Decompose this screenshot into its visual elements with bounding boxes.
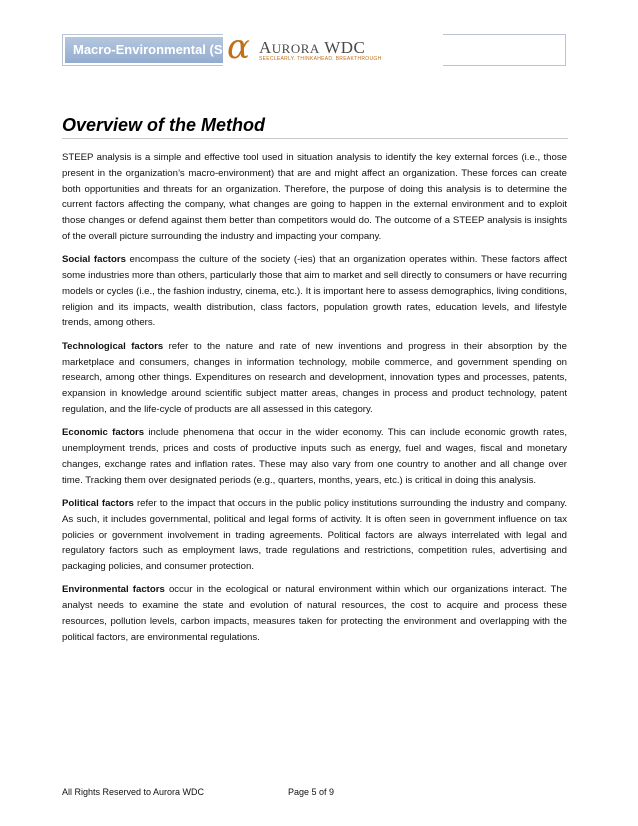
technological-factors-heading: Technological factors: [62, 340, 164, 352]
political-factors-paragraph: [62, 496, 567, 575]
footer-page-number: Page 5 of 9: [288, 787, 335, 797]
technological-factors-paragraph: [62, 339, 567, 418]
aurora-logo: [223, 27, 443, 67]
technological-factors-text: refer to the nature and rate of new inventions and progress in their absorption by the marketplace and consumers, changes in information technology, mobile commerce, and government spending on research, among other things. Expenditures on research and development, innovation types and processes, patents, expansion in knowledge around scientific subject matter areas, changes in process and product technology, patent regulation, and the life-cycle of products are all assessed in this category.: [62, 340, 567, 415]
environmental-factors-paragraph: [62, 582, 567, 645]
page-header: [62, 27, 566, 67]
economic-factors-text: include phenomena that occur in the wider economy. This can include economic growth rates, unemployment trends, prices and costs of productive inputs such as energy, fuel and wages, fiscal and monetary changes, exchange rates and inflation rates. These may also vary from one country to another and all change over time. Tracking them over designated periods (e.g., quarters, months, years, etc.) is critical in doing this analysis.: [62, 427, 567, 486]
footer-copyright: All Rights Reserved to Aurora WDC: [62, 787, 205, 797]
intro-paragraph: STEEP analysis is a simple and effective tool used in situation analysis to identify the key external forces (i.e., those present in the organization’s macro-environment) that are and might affect an organization. These forces can create both opportunities and threats for an organization. Therefore, the purpose of doing this analysis is to determine the current factors affecting the company, what changes are going to happen in the external environment and to exploit those changes or defend against them better than competitors would do. The outcome of a STEEP analysis is insights of the overall picture surrounding the industry and impacting your company.: [62, 152, 567, 242]
logo-name: AURORA WDC: [259, 38, 366, 57]
economic-factors-heading: Economic factors: [62, 427, 145, 439]
economic-factors-paragraph: [62, 425, 567, 488]
political-factors-heading: Political factors: [62, 497, 134, 509]
environmental-factors-heading: Environmental factors: [62, 584, 165, 596]
social-factors-text: encompass the culture of the society (-ies) that an organization operates within. These factors affect some industries more than others, particularly those that aim to market and sell directly to consumers or have recurring models or cycles (i.e., the fashion industry, cinema, etc.). It is important here to assess demographics, living conditions, religion and its impacts, wealth distribution, class factors, population growth rates, education levels, and lifestyle trends, among others.: [62, 254, 567, 329]
alpha-logo-icon: α: [227, 27, 250, 67]
title-divider: [62, 138, 568, 139]
document-body: [62, 150, 567, 653]
environmental-factors-text: occur in the ecological or natural environment within which our organizations interact. The analyst needs to examine the state and evolution of natural resources, the cost to acquire and process these resources, pollution levels, carbon impacts, measures taken for protecting the environment and overlapping with the political factors, are environmental regulations.: [62, 584, 567, 643]
logo-tagline: SEECLEARLY. THINKAHEAD. BREAKTHROUGH: [259, 56, 382, 62]
social-factors-heading: Social factors: [62, 254, 126, 266]
social-factors-paragraph: [62, 252, 567, 331]
political-factors-text: refer to the impact that occurs in the public policy institutions surrounding the industry and company. As such, it includes governmental, political and legal forms of activity. It is often seen in government influence on tax policies or government involvement in trading agreements. Political factors are always interrelated with legal and regulatory factors such as employment laws, trade regulations and restrictions, competition rules, advertising and packaging policies, and consumer protection.: [62, 497, 568, 573]
page-title: Overview of the Method: [62, 115, 266, 135]
header-tab-text: Macro-Environmental (S: [73, 42, 223, 57]
